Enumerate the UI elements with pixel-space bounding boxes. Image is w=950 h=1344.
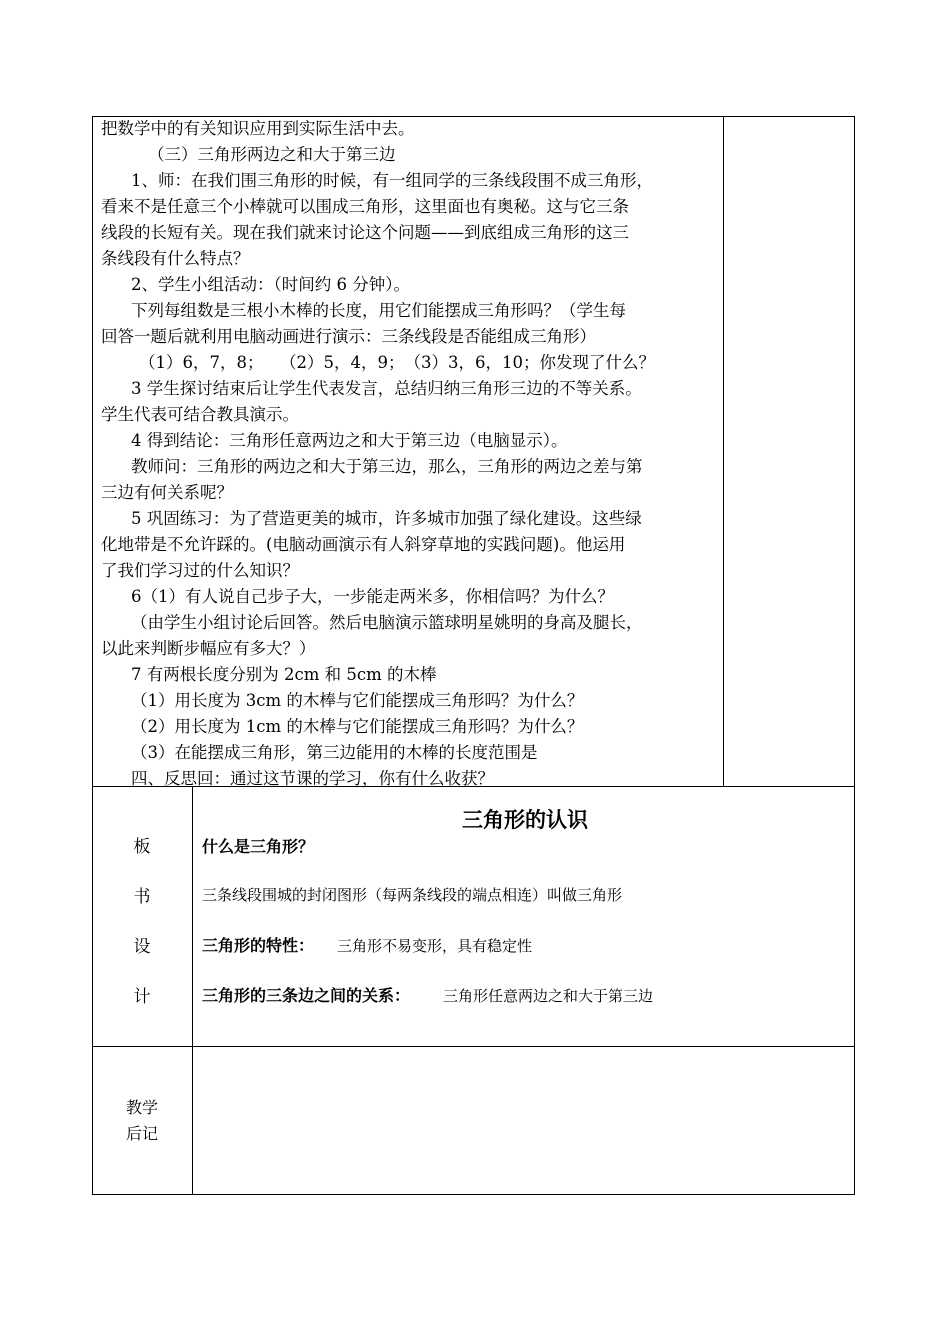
text-line: 学生代表可结合教具演示。 [101,405,299,424]
table-right-border [854,116,855,1195]
board-question [202,834,314,857]
board-question-label: 什么是三角形？ [202,837,315,856]
text-line: 下列每组数是三根小木棒的长度，用它们能摆成三角形吗？（学生每 [131,301,626,320]
notes-label-line: 教学 [125,1098,158,1117]
text-line: （1）6，7，8； （2）5，4，9； （3）3，6，10；你发现了什么？ [139,353,655,372]
board-property-label: 三角形的特性： [202,936,315,955]
table-bottom-border [92,1194,855,1195]
lesson-process-text [101,116,721,792]
table-remarks-divider [723,116,724,787]
board-relation [202,983,653,1006]
board-relation-label: 三角形的三条边之间的关系： [202,986,411,1005]
text-line: （1）用长度为 3cm 的木棒与它们能摆成三角形吗？为什么？ [131,691,584,710]
text-line: 条线段有什么特点？ [101,249,250,268]
board-property-value: 三角形不易变形，具有稳定性 [336,937,532,955]
table-row-divider-2 [92,1046,855,1047]
board-property [202,933,532,956]
text-line: （2）用长度为 1cm 的木棒与它们能摆成三角形吗？为什么？ [131,717,584,736]
text-line: 1、师：在我们围三角形的时候，有一组同学的三条线段围不成三角形， [131,171,653,190]
text-line: 6（1）有人说自己步子大，一步能走两米多，你相信吗？为什么？ [131,587,614,606]
text-line: 三边有何关系呢？ [101,483,233,502]
text-line: （由学生小组讨论后回答。然后电脑演示篮球明星姚明的身高及腿长， [131,613,643,632]
text-line: 线段的长短有关。现在我们就来讨论这个问题——到底组成三角形的这三 [101,223,629,242]
text-line: 以此来判断步幅应有多大？） [101,639,316,658]
board-label-char: 计 [133,987,151,1007]
text-line: 化地带是不允许踩的。(电脑动画演示有人斜穿草地的实践问题)。他运用 [101,535,626,554]
text-line: 5 巩固练习：为了营造更美的城市，许多城市加强了绿化建设。这些绿 [131,509,642,528]
board-label-char: 设 [133,937,151,957]
notes-content [200,1056,840,1186]
board-definition: 三条线段围城的封闭图形（每两条线段的端点相连）叫做三角形 [202,886,623,904]
text-line: （3）在能摆成三角形，第三边能用的木棒的长度范围是 [131,743,538,762]
text-line: 回答一题后就利用电脑动画进行演示：三条线段是否能组成三角形） [101,327,596,346]
board-label-char: 板 [133,837,151,857]
text-line: 3 学生探讨结束后让学生代表发言，总结归纳三角形三边的不等关系。 [131,379,642,398]
text-line: 看来不是任意三个小棒就可以围成三角形，这里面也有奥秘。这与它三条 [101,197,629,216]
notes-label-line: 后记 [125,1124,158,1143]
notes-label [93,1095,191,1147]
board-label-char: 书 [133,887,151,907]
board-relation-value: 三角形任意两边之和大于第三边 [442,987,653,1005]
text-line: 四、反思回：通过这节课的学习，你有什么收获？ [131,769,494,788]
section-heading: （三）三角形两边之和大于第三边 [148,145,396,164]
text-line: 2、学生小组活动：（时间约 6 分钟）。 [131,275,410,294]
text-line: 把数学中的有关知识应用到实际生活中去。 [101,119,415,138]
text-line: 了我们学习过的什么知识？ [101,561,299,580]
table-label-divider [192,786,193,1195]
text-line: 4 得到结论：三角形任意两边之和大于第三边（电脑显示）。 [131,431,568,450]
text-line: 7 有两根长度分别为 2cm 和 5cm 的木棒 [131,665,437,684]
board-title: 三角形的认识 [462,808,588,832]
table-left-border [92,116,93,1195]
text-line: 教师问：三角形的两边之和大于第三边，那么，三角形的两边之差与第 [131,457,643,476]
